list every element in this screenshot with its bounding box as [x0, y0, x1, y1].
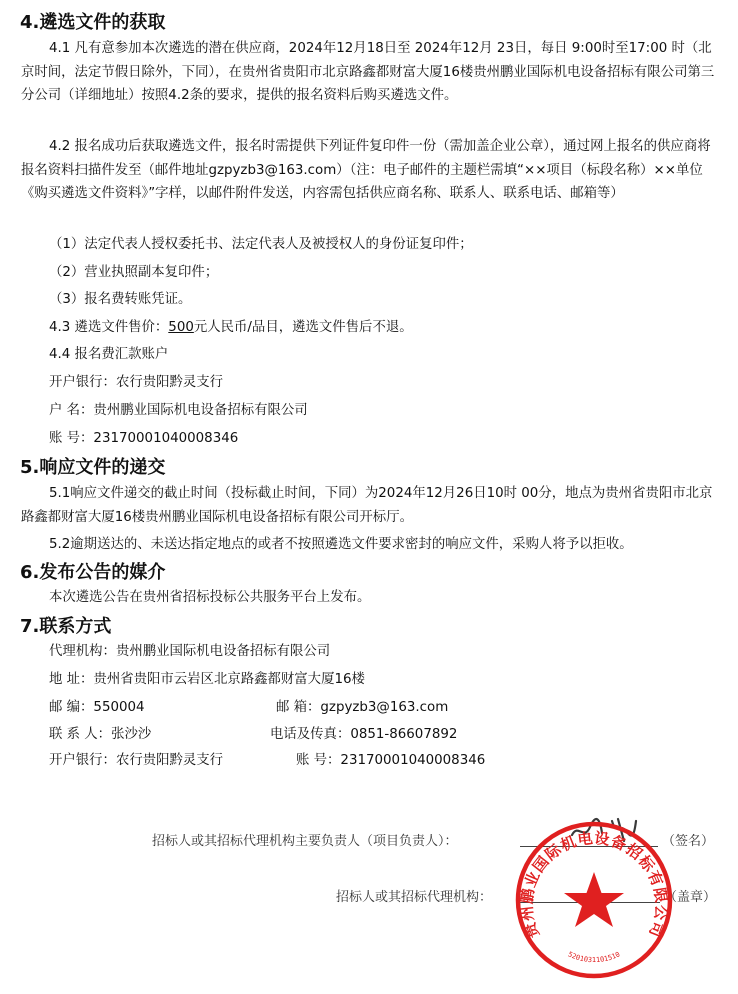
requirement-item-1: （1）法定代表人授权委托书、法定代表人及被授权人的身份证复印件； [49, 237, 473, 252]
fee-account-name: 户 名：贵州鹏业国际机电设备招标有限公司 [49, 403, 308, 418]
section-5-heading: 5.响应文件的递交 [20, 457, 166, 478]
section-4-1-paragraph: 4.1 凡有意参加本次遴选的潜在供应商，2024年12月18日至 2024年12月 23日，每日 9:00时至17:00 时（北京时间，法定节假日除外，下同），在贵州省贵阳市北京路鑫都财富大厦16楼贵州鹏业国际机电设备招标有限公司第三分公司（详细地址）按照4.2条的要求，提供的报名资料后购买遴选文件。 [21, 41, 715, 103]
contact-address: 地 址：贵州省贵阳市云岩区北京路鑫都财富大厦16楼 [49, 672, 365, 687]
seal-label: 招标人或其招标代理机构： [336, 890, 493, 905]
signature-suffix: （签名） [662, 834, 715, 849]
contact-person: 联 系 人：张沙沙 [49, 727, 152, 742]
seal-text: 贵州鹏业国际机电设备招标有限公司 [517, 828, 671, 941]
section-4-3-price [49, 318, 413, 338]
seal-number: 5201031101510 [566, 950, 622, 965]
price-label: 4.3 遴选文件售价： [49, 320, 169, 335]
section-7-heading: 7.联系方式 [20, 616, 112, 637]
section-4-heading: 4.遴选文件的获取 [20, 12, 166, 33]
section-4-2-paragraph: 4.2 报名成功后获取遴选文件，报名时需提供下列证件复印件一份（需加盖企业公章），通过网上报名的供应商将报名资料扫描件发至（邮件地址gzpyzb3@163.com）（注：电子邮件的主题栏需填“××项目（标段名称）××单位《购买遴选文件资料》”字样，以邮件附件发送，内容需包括供应商名称、联系人、联系电话、邮箱等） [21, 139, 711, 201]
seal-suffix: （盖章） [664, 890, 717, 905]
contact-phone: 电话及传真：0851-86607892 [270, 727, 458, 742]
section-4-4-title: 4.4 报名费汇款账户 [49, 347, 169, 362]
fee-account-number: 账 号：23170001040008346 [49, 431, 239, 446]
contact-bank: 开户银行：农行贵阳黔灵支行 [49, 753, 224, 768]
signature-label: 招标人或其招标代理机构主要负责人（项目负责人）： [152, 834, 458, 849]
section-6-paragraph: 本次遴选公告在贵州省招标投标公共服务平台上发布。 [49, 590, 371, 605]
contact-postcode: 邮 编：550004 [49, 700, 145, 715]
section-6-heading: 6.发布公告的媒介 [20, 562, 166, 583]
contact-account: 账 号：23170001040008346 [296, 753, 486, 768]
price-suffix: 元人民币/品目，遴选文件售后不退。 [193, 320, 413, 335]
fee-bank: 开户银行：农行贵阳黔灵支行 [49, 375, 224, 390]
contact-agency: 代理机构：贵州鹏业国际机电设备招标有限公司 [49, 644, 331, 659]
requirement-item-2: （2）营业执照副本复印件； [49, 265, 219, 280]
section-5-1-paragraph: 5.1响应文件递交的截止时间（投标截止时间，下同）为2024年12月26日10时 00分，地点为贵州省贵阳市北京路鑫都财富大厦16楼贵州鹏业国际机电设备招标有限公司开标厅。 [21, 486, 713, 525]
price-value: 500 [168, 320, 194, 335]
section-5-2-paragraph: 5.2逾期送达的、未送达指定地点的或者不按照遴选文件要求密封的响应文件，采购人将予以拒收。 [49, 537, 633, 552]
contact-email: 邮 箱：gzpyzb3@163.com [276, 700, 449, 715]
requirement-item-3: （3）报名费转账凭证。 [49, 292, 192, 307]
company-seal [514, 820, 674, 980]
seal-star-icon [564, 872, 624, 927]
